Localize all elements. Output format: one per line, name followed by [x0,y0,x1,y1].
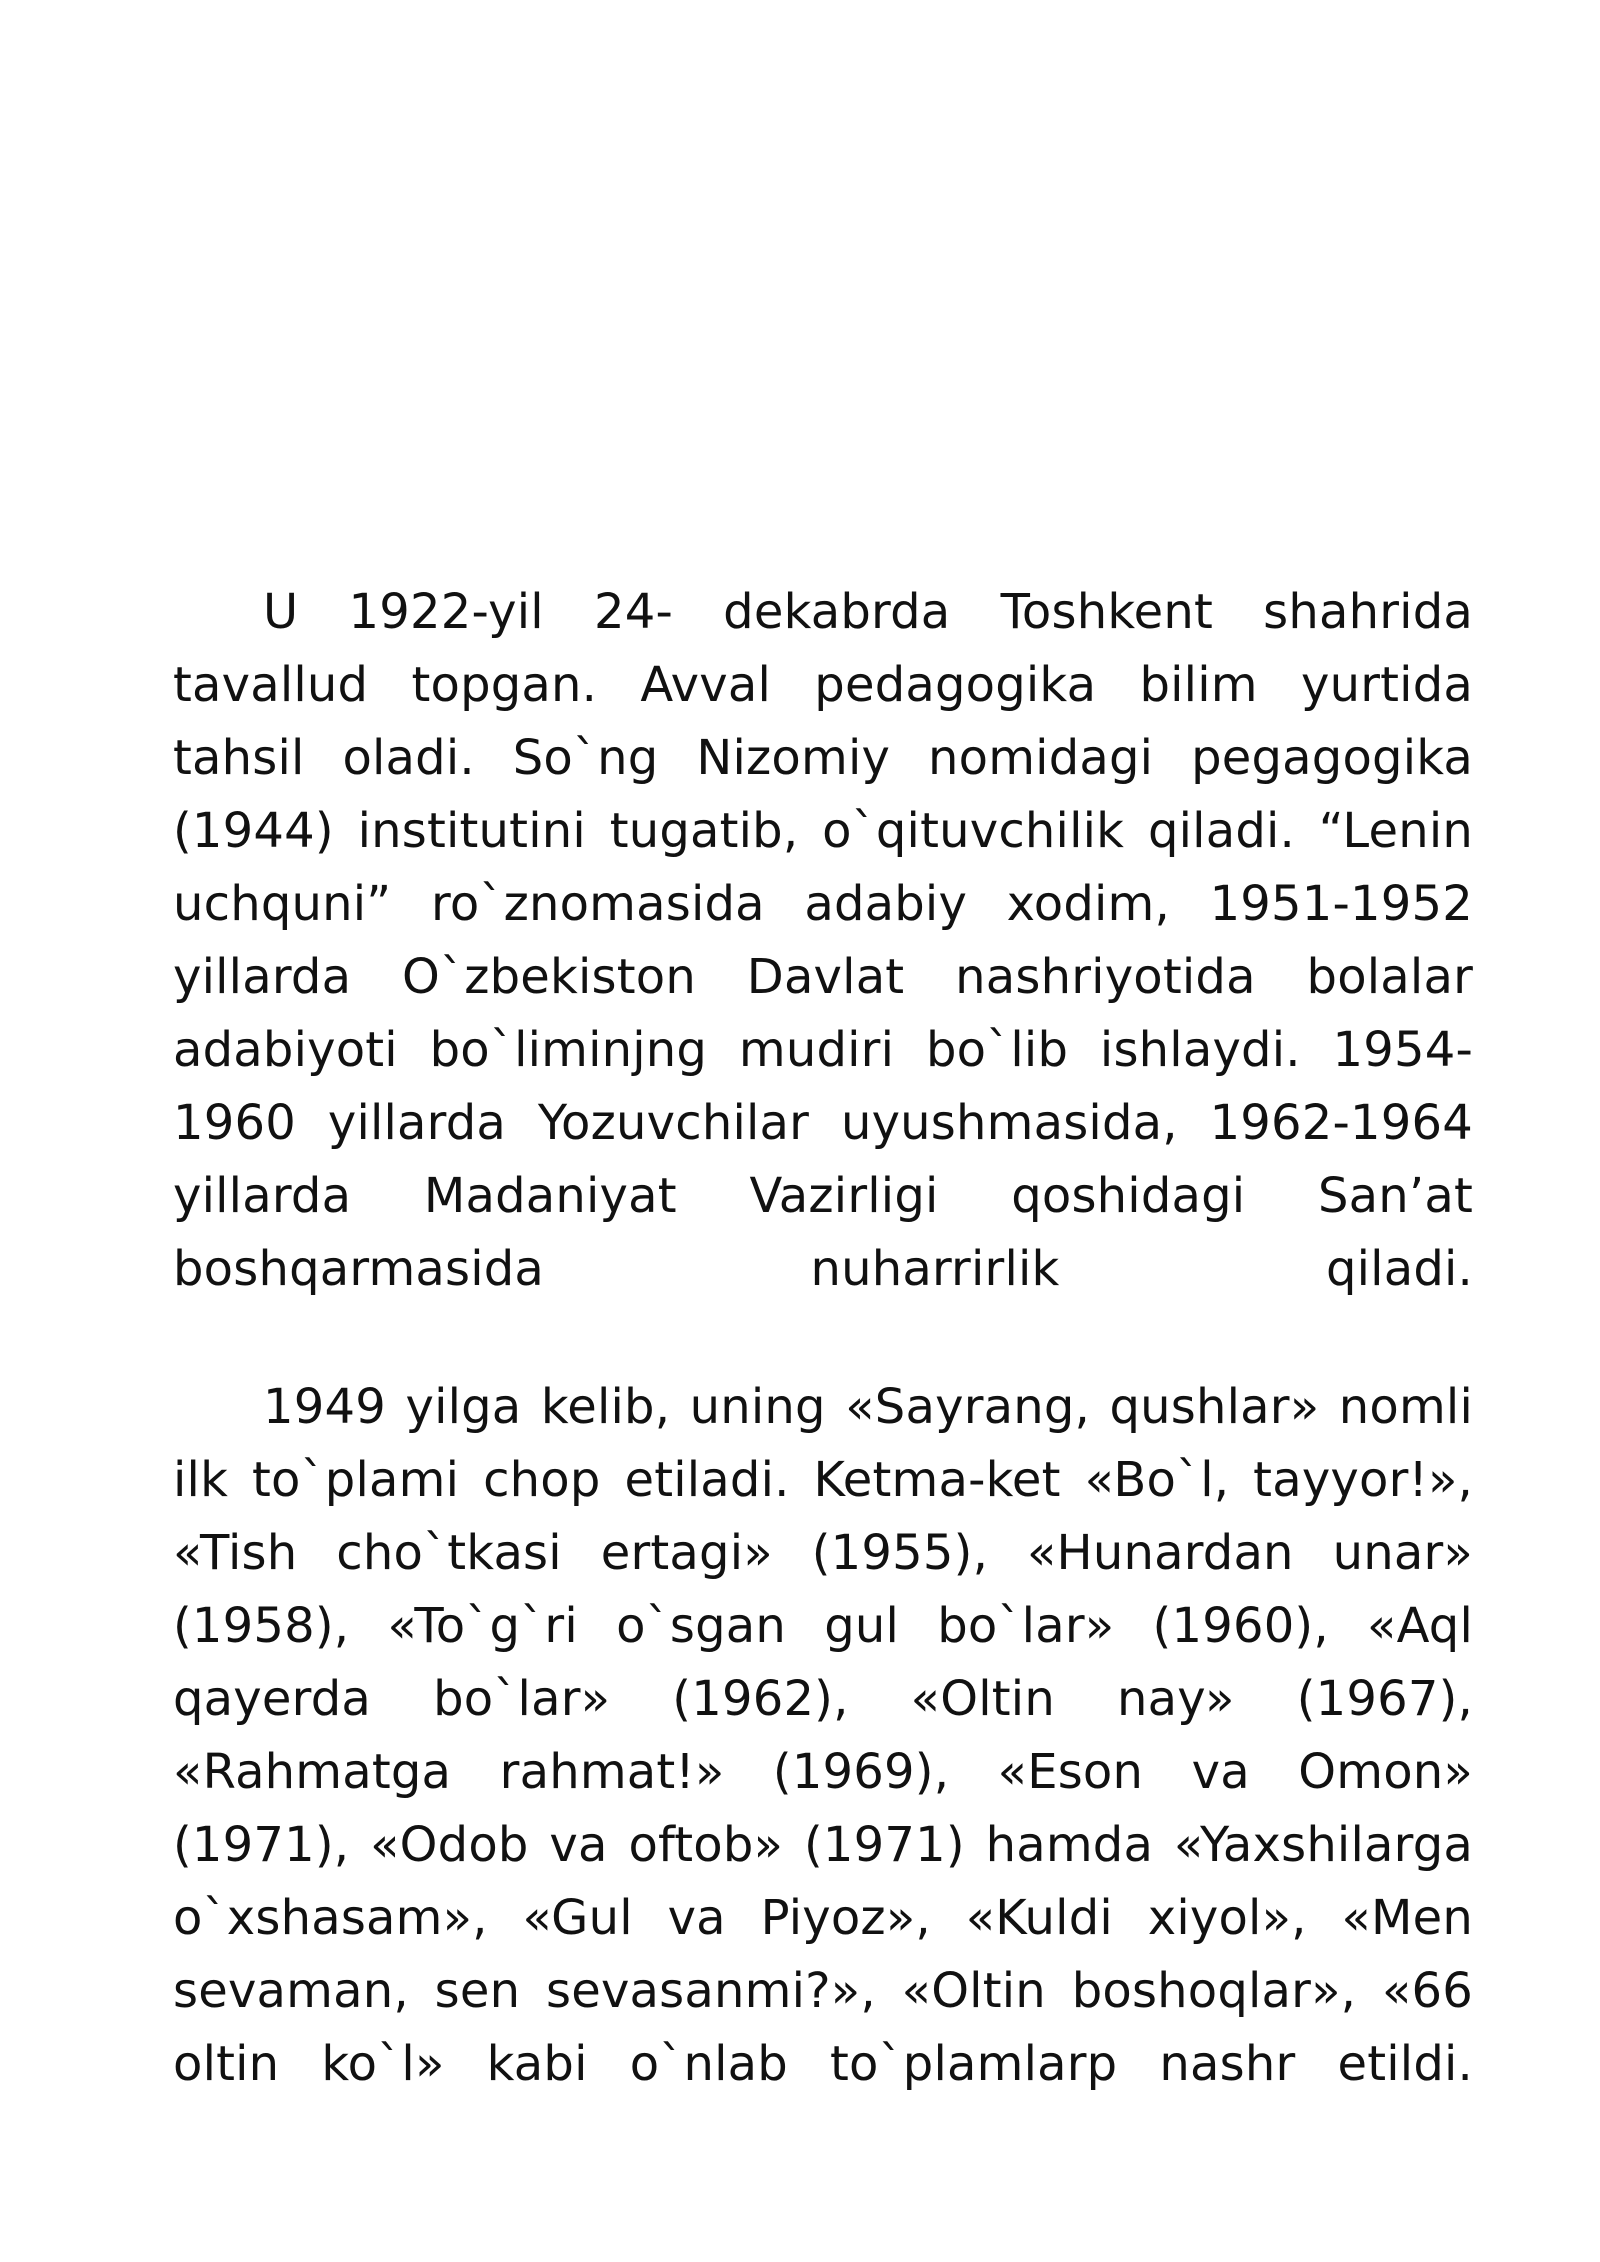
document-page [173,576,1473,2101]
paragraph-collections: 1949 yilga kelib, uning «Sayrang, qushlar» nomli ilk to`plami chop etiladi. Ketma-ket «Bo`l, tayyor!», «Tish cho`tkasi ertagi» (1955), «Hunardan unar» (1958), «To`g`ri o`sgan gul bo`lar» (1960), «Aql qayerda bo`lar» (1962), «Oltin nay» (1967), «Rahmatga rahmat!» (1969), «Eson va Omon» (1971), «Odob va oftob» (1971) hamda «Yaxshilarga o`xshasam», «Gul va Piyoz», «Kuldi xiyol», «Men sevaman, sen sevasanmi?», «Oltin boshoqlar», «66 oltin ko`l» kabi o`nlab to`plamlarp nashr etildi. [173,1379,1473,2092]
paragraph-biography: U 1922-yil 24- dekabrda Toshkent shahrida tavallud topgan. Avval pedagogika bilim yurtida tahsil oladi. So`ng Nizomiy nomidagi pegagogika (1944) institutini tugatib, o`qituvchilik qiladi. “Lenin uchquni” ro`znomasida adabiy xodim, 1951-1952 yillarda O`zbekiston Davlat nashriyotida bolalar adabiyoti bo`liminjng mudiri bo`lib ishlaydi. 1954-1960 yillarda Yozuvchilar uyushmasida, 1962-1964 yillarda Madaniyat Vazirligi qoshidagi San’at boshqarmasida nuharrirlik qiladi. [173,584,1473,1297]
